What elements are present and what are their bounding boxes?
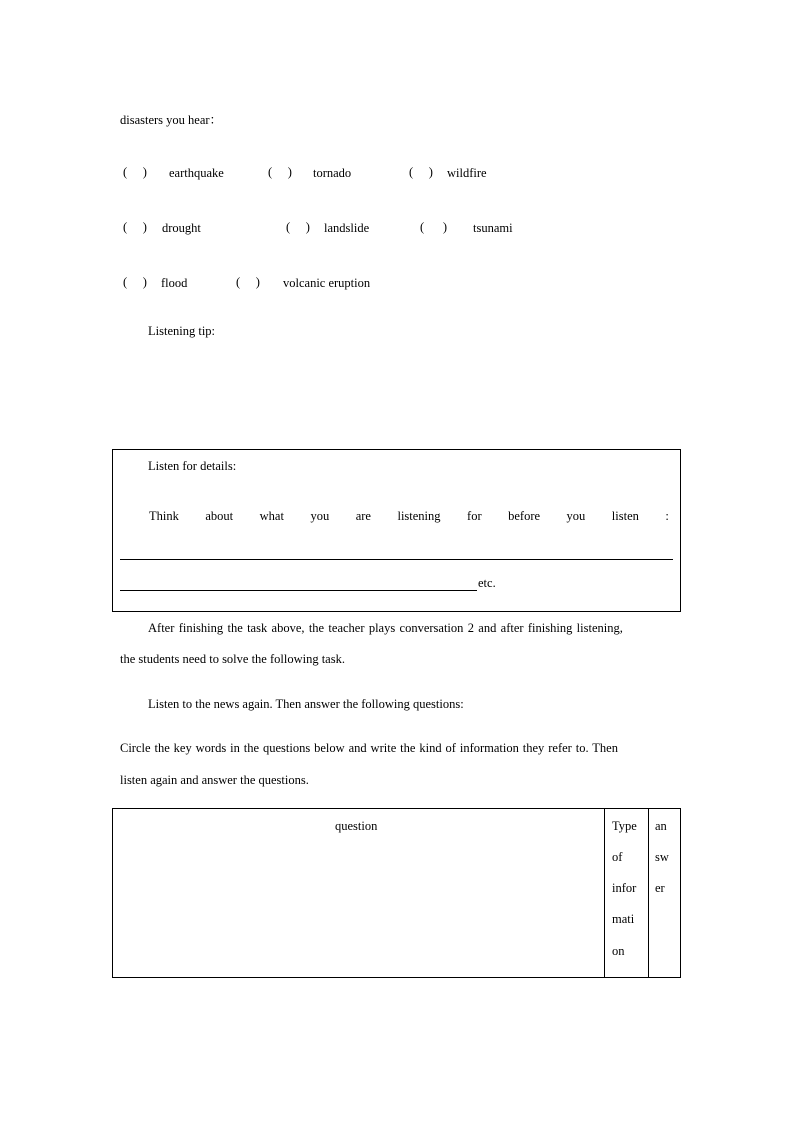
details-word: :: [665, 509, 669, 523]
paragraph-line-1: [148, 621, 673, 636]
table-divider: [604, 809, 605, 977]
table-header-type-line: infor: [612, 881, 637, 895]
details-word: what: [259, 509, 284, 523]
instruction-circle-line-1: Circle the key words in the questions below and write the kind of information they refer to. Then: [120, 741, 618, 755]
details-word: listening: [397, 509, 441, 523]
table-header-answer-line: sw: [655, 850, 669, 864]
option-label-flood: flood: [161, 276, 188, 290]
details-word: you: [310, 509, 330, 523]
option-label-tornado: tornado: [313, 166, 352, 180]
table-header-answer-line: er: [655, 881, 665, 895]
option-label-earthquake: earthquake: [169, 166, 224, 180]
details-word: before: [508, 509, 541, 523]
question-table: [112, 808, 681, 978]
table-header-answer-line: an: [655, 819, 667, 833]
option-paren-tsunami[interactable]: ( ): [420, 220, 448, 234]
details-title: Listen for details:: [148, 459, 237, 473]
details-word: for: [467, 509, 482, 523]
option-paren-volcanic-eruption[interactable]: ( ): [236, 275, 260, 289]
instruction-listen-again: Listen to the news again. Then answer the following questions:: [148, 697, 464, 711]
table-header-type-line: Type: [612, 819, 637, 833]
paragraph-text: After finishing the task above, the teacher plays conversation 2 and after finishing listening,: [148, 621, 623, 635]
details-word: you: [566, 509, 586, 523]
table-divider: [648, 809, 649, 977]
answer-blank-line-2[interactable]: [120, 590, 477, 591]
table-header-question: question: [335, 819, 378, 833]
option-label-drought: drought: [162, 221, 201, 235]
intro-line: disasters you hear：: [120, 113, 223, 127]
paragraph-line-2: the students need to solve the following task.: [120, 652, 345, 666]
details-sentence: [149, 509, 669, 524]
instruction-circle-line-2: listen again and answer the questions.: [120, 773, 309, 787]
table-header-type-line: of: [612, 850, 623, 864]
option-label-landslide: landslide: [324, 221, 370, 235]
listening-tip: Listening tip:: [148, 324, 216, 338]
details-word: listen: [611, 509, 639, 523]
details-word: about: [205, 509, 234, 523]
details-word: Think: [149, 509, 179, 523]
details-box: [112, 449, 681, 612]
option-paren-earthquake[interactable]: ( ): [123, 165, 147, 179]
details-trailing-etc: etc.: [478, 576, 496, 590]
option-paren-wildfire[interactable]: ( ): [409, 165, 433, 179]
table-header-type-line: mati: [612, 912, 635, 926]
option-paren-tornado[interactable]: ( ): [268, 165, 292, 179]
table-header-type-line: on: [612, 944, 625, 958]
answer-blank-line-1[interactable]: [120, 559, 673, 560]
option-paren-flood[interactable]: ( ): [123, 275, 147, 289]
option-paren-landslide[interactable]: ( ): [286, 220, 310, 234]
details-word: are: [355, 509, 371, 523]
option-label-volcanic-eruption: volcanic eruption: [283, 276, 371, 290]
option-label-wildfire: wildfire: [447, 166, 487, 180]
option-label-tsunami: tsunami: [473, 221, 513, 235]
option-paren-drought[interactable]: ( ): [123, 220, 147, 234]
